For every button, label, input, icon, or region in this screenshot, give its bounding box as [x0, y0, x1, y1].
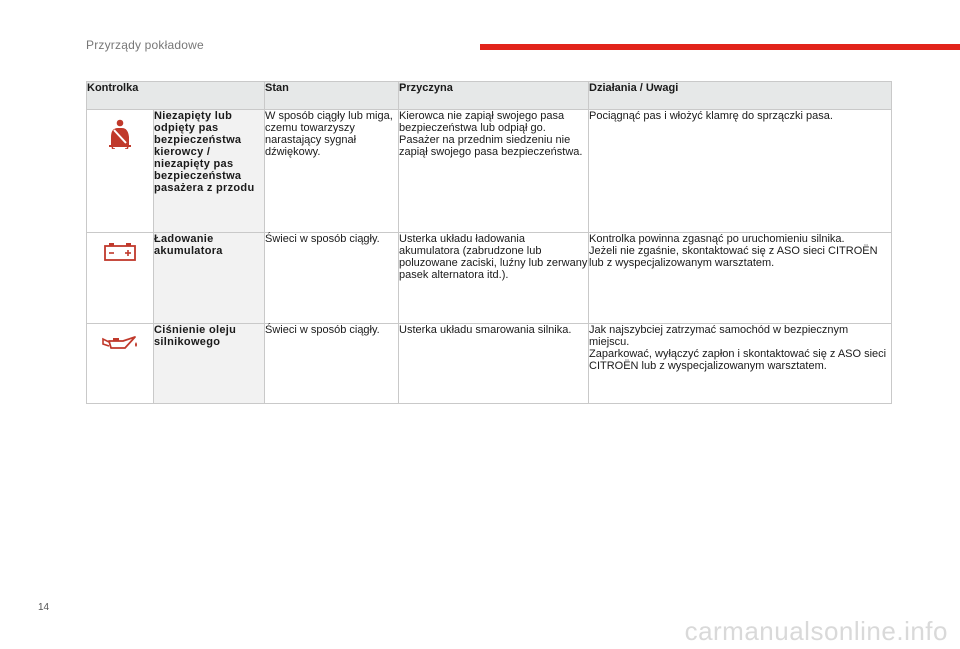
- state-cell: W sposób ciągły lub miga, czemu towarzyszy narastający sygnał dźwiękowy.: [265, 110, 399, 233]
- indicator-name: Niezapięty lub odpięty pas bezpieczeństwa kierowcy / niezapięty pas bezpieczeństwa pasażera z przodu: [154, 110, 265, 233]
- table-row: [87, 233, 892, 324]
- icon-cell: [87, 110, 154, 233]
- header-indicator: Kontrolka: [87, 82, 265, 110]
- oil-can-icon: [101, 333, 139, 353]
- table-row: [87, 110, 892, 233]
- indicator-name: Ładowanie akumulatora: [154, 233, 265, 324]
- page-number: 14: [38, 602, 50, 613]
- state-cell: Świeci w sposób ciągły.: [265, 233, 399, 324]
- cause-cell: Kierowca nie zapiął swojego pasa bezpieczeństwa lub odpiął go. Pasażer na przednim siedzeniu nie zapiął swojego pasa bezpieczeństwa.: [399, 110, 589, 233]
- table-header-row: [87, 82, 892, 110]
- seatbelt-icon: [106, 119, 134, 149]
- actions-cell: Kontrolka powinna zgasnąć po uruchomieniu silnika. Jeżeli nie zgaśnie, skontaktować się z ASO sieci CITROËN lub z wyspecjalizowanym warsztatem.: [589, 233, 892, 324]
- header-actions: Działania / Uwagi: [589, 82, 892, 110]
- actions-cell: Pociągnąć pas i włożyć klamrę do sprzączki pasa.: [589, 110, 892, 233]
- actions-cell: Jak najszybciej zatrzymać samochód w bezpiecznym miejscu. Zaparkować, wyłączyć zapłon i skontaktować się z ASO sieci CITROËN lub z wyspecjalizowanym warsztatem.: [589, 324, 892, 404]
- state-cell: Świeci w sposób ciągły.: [265, 324, 399, 404]
- table-row: [87, 324, 892, 404]
- watermark: carmanualsonline.info: [684, 616, 948, 646]
- header-cause: Przyczyna: [399, 82, 589, 110]
- header-accent-bar: [480, 44, 960, 50]
- header-state: Stan: [265, 82, 399, 110]
- warning-lights-table: [86, 81, 892, 404]
- icon-cell: [87, 324, 154, 404]
- page-section-title: Przyrządy pokładowe: [86, 38, 204, 52]
- cause-cell: Usterka układu smarowania silnika.: [399, 324, 589, 404]
- indicator-name: Ciśnienie oleju silnikowego: [154, 324, 265, 404]
- battery-icon: [103, 242, 137, 262]
- cause-cell: Usterka układu ładowania akumulatora (zabrudzone lub poluzowane zaciski, luźny lub zerwany pasek alternatora itd.).: [399, 233, 589, 324]
- icon-cell: [87, 233, 154, 324]
